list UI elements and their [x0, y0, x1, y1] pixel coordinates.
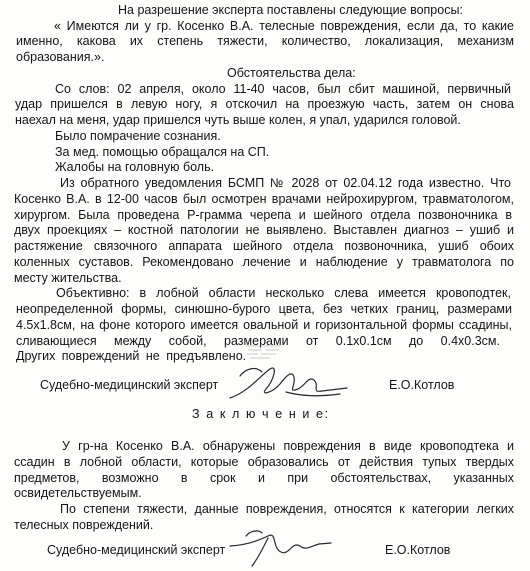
- signature-1: [230, 368, 347, 398]
- report-line: растяжение связочного аппарата шейного отдела позвоночника, ушиб обоих: [14, 239, 514, 253]
- question-line: « Имеются ли у гр. Косенко В.А. телесные повреждения, если да, то какие: [54, 19, 514, 33]
- objective-line: сливающиеся между собой, размерами от 0.1х0.1см до 0.4х0.3см.: [16, 334, 500, 348]
- objective-line: Других повреждений не предъявлено.: [16, 349, 247, 363]
- report-line: Косенко В.А. в 12-00 часов был осмотрен врачами нейрохирургом, травматологом,: [14, 192, 514, 206]
- expert-title: Судебно-медицинский эксперт: [47, 543, 226, 557]
- conclusion-line: У гр-на Косенко В.А. обнаружены повреждения в виде кровоподтека и: [62, 439, 514, 453]
- question-line: именно, какова их степень тяжести, количество, локализация, механизм: [16, 34, 514, 48]
- severity-line: По степени тяжести, данные повреждения, относятся к категории легких: [60, 502, 514, 516]
- statement-line: Со слов: 02 апреля, около 11-40 часов, был сбит машиной, первичный: [55, 82, 511, 96]
- note-line: За мед. помощью обращался на СП.: [55, 145, 270, 159]
- conclusion-line: освидетельствуемым.: [14, 486, 142, 500]
- expert-name: Е.О.Котлов: [385, 543, 451, 557]
- report-line: Из обратного уведомления БСМП № 2028 от 02.04.12 года известно. Что: [60, 176, 511, 190]
- expert-name: Е.О.Котлов: [389, 378, 455, 392]
- circumstances-heading: Обстоятельства дела:: [227, 66, 356, 80]
- objective-line: Объективно: в лобной области несколько слева имеется кровоподтек,: [56, 286, 511, 300]
- report-line: месту жительства.: [14, 271, 122, 285]
- severity-line: телесных повреждений.: [14, 518, 154, 532]
- expert-title: Судебно-медицинский эксперт: [40, 378, 219, 392]
- questions-intro: На разрешение эксперта поставлены следующие вопросы:: [118, 3, 463, 17]
- note-line: Было помрачение сознания.: [55, 129, 221, 143]
- report-line: хирургом. Была проведена Р-грамма черепа и шейного отдела позвоночника в: [14, 208, 512, 222]
- statement-line: удар пришелся в левую ногу, я отскочил на проезжую часть, затем он снова: [15, 97, 514, 111]
- report-line: коленных суставов. Рекомендовано лечение и наблюдение у травматолога по: [14, 255, 514, 269]
- objective-line: неопределенной формы, синюшно-бурого цвета, без четких границ, размерами: [16, 302, 512, 316]
- conclusion-line: ссадин в лобной области, которые образовались от действия тупых твердых: [14, 455, 514, 469]
- conclusion-line: предметов, возможно в срок и при обстоятельствах, указанных: [14, 471, 514, 485]
- statement-line: наехал на меня, удар пришелся чуть выше колен, я упал, ударился головой.: [15, 113, 461, 127]
- note-line: Жалобы на головную боль.: [55, 160, 215, 174]
- question-line: образования.».: [16, 50, 105, 64]
- objective-line: 4.5х1.8см, на фоне которого имеется овальной и горизонтальной формы ссадины,: [16, 318, 512, 332]
- conclusion-heading: З а к л ю ч е н и е:: [192, 407, 330, 421]
- report-line: двух проекциях – костной патологии не выявлено. Выставлен диагноз – ушиб и: [14, 223, 514, 237]
- signature-2: [230, 531, 331, 566]
